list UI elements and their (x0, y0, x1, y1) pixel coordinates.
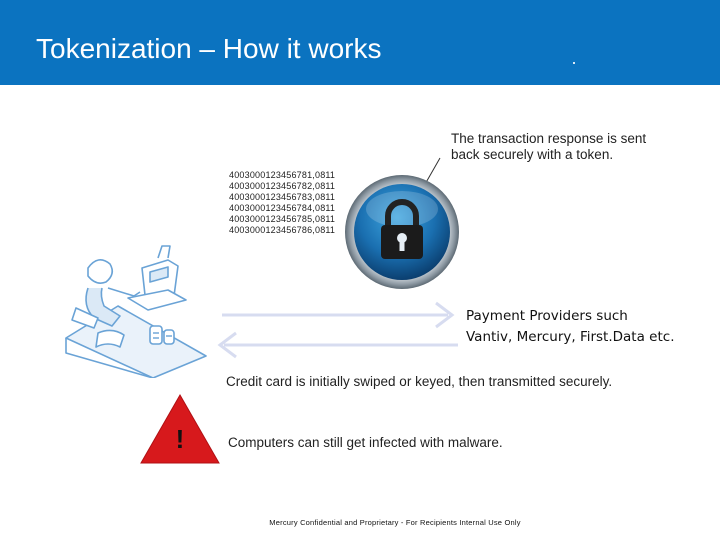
token-list (229, 170, 335, 236)
provider-line: Vantiv, Mercury, First.Data etc. (466, 329, 675, 345)
token-row: 4003000123456786,0811 (229, 225, 336, 235)
payment-providers-label (466, 306, 706, 348)
slide-title: Tokenization – How it works (36, 33, 382, 64)
token-row: 4003000123456782,0811 (229, 181, 336, 191)
title-bar (0, 0, 720, 85)
footer-note: Mercury Confidential and Proprietary - For Recipients Internal Use Only (269, 518, 521, 527)
header-mark (573, 62, 575, 64)
transmit-caption: Credit card is initially swiped or keyed, then transmitted securely. (226, 374, 613, 389)
token-row: 4003000123456783,0811 (229, 192, 336, 202)
token-row: 4003000123456784,0811 (229, 203, 336, 213)
lock-icon (343, 173, 463, 293)
malware-caption: Computers can still get infected with malware. (228, 435, 503, 450)
transmission-arrows (210, 295, 470, 365)
token-row: 4003000123456785,0811 (229, 214, 336, 224)
cashier-illustration (58, 238, 208, 378)
arrow-right-icon (222, 303, 452, 327)
response-callout: The transaction response is sent back securely with a token. (451, 131, 647, 162)
warning-symbol: ! (175, 424, 185, 454)
arrow-left-icon (220, 333, 458, 357)
warning-icon (138, 392, 222, 466)
token-row: 4003000123456781,0811 (229, 170, 336, 180)
provider-line: Payment Providers such (466, 308, 628, 324)
